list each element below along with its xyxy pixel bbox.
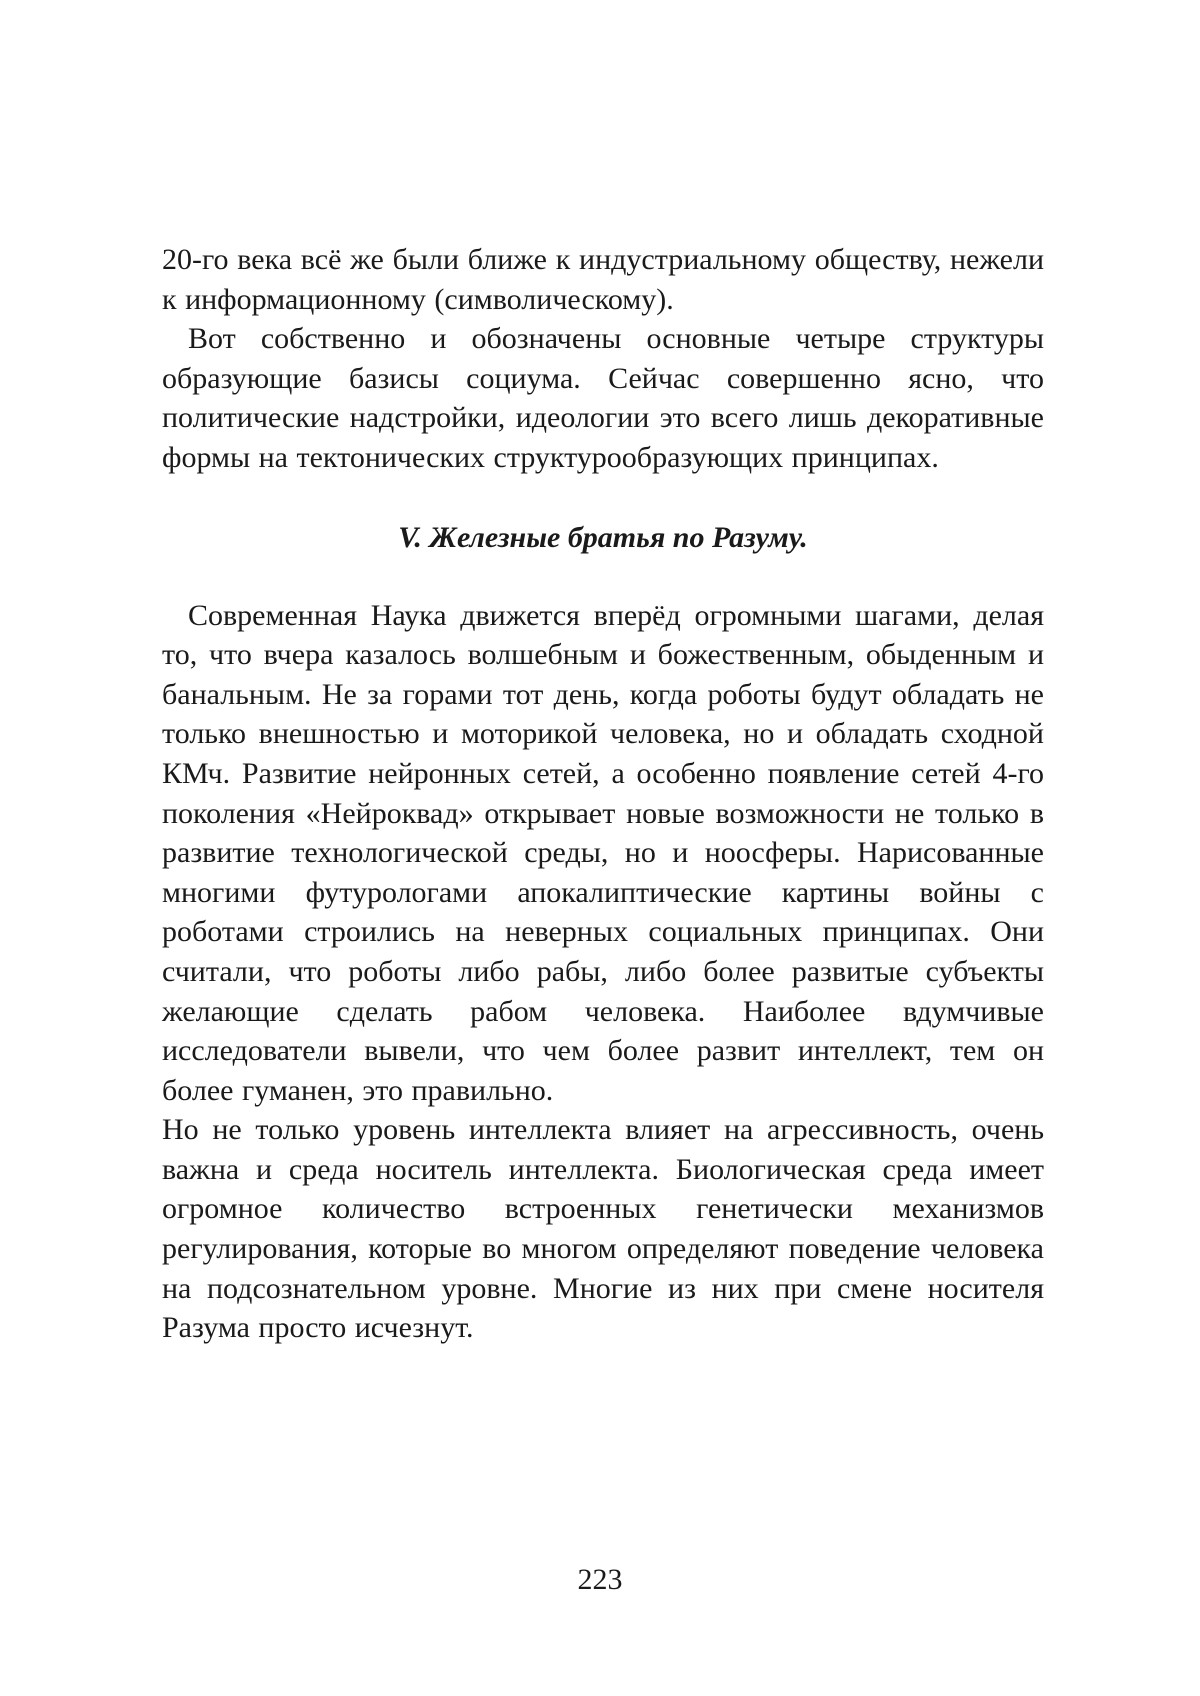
page-number: 223	[577, 1563, 623, 1596]
paragraph-intellect-aggression: Но не только уровень интеллекта влияет на агрессивность, очень важна и среда носитель интеллекта. Биологическая среда имеет огромное количество встроенных генетически механизмов регулирования, которые во многом определяют поведение человека на подсознательном уровне. Многие из них при смене носителя Разума просто исчезнут.	[162, 1113, 1044, 1345]
paragraph-continuation: 20-го века всё же были ближе к индустриальному обществу, нежели к информационному (символическому).	[162, 243, 1044, 316]
paragraph-four-structures: Вот собственно и обозначены основные четыре структуры образующие базисы социума. Сейчас совершенно ясно, что политические надстройки, идеологии это всего лишь декоративные формы на тектонических структурообразующих принципах.	[162, 322, 1044, 474]
page-body	[162, 240, 1044, 1348]
paragraph-modern-science: Современная Наука движется вперёд огромными шагами, делая то, что вчера казалось волшебным и божественным, обыденным и банальным. Не за горами тот день, когда роботы будут обладать не только внешностью и моторикой человека, но и обладать сходной КМч. Развитие нейронных сетей, а особенно появление сетей 4-го поколения «Нейроквад» открывает новые возможности не только в развитие технологической среды, но и ноосферы. Нарисованные многими футурологами апокалиптические картины войны с роботами строились на неверных социальных принципах. Они считали, что роботы либо рабы, либо более развитые субъекты желающие сделать рабом человека. Наиболее вдумчивые исследователи вывели, что чем более развит интеллект, тем он более гуманен, это правильно.	[162, 598, 1044, 1107]
section-heading: V. Железные братья по Разуму.	[398, 520, 808, 554]
